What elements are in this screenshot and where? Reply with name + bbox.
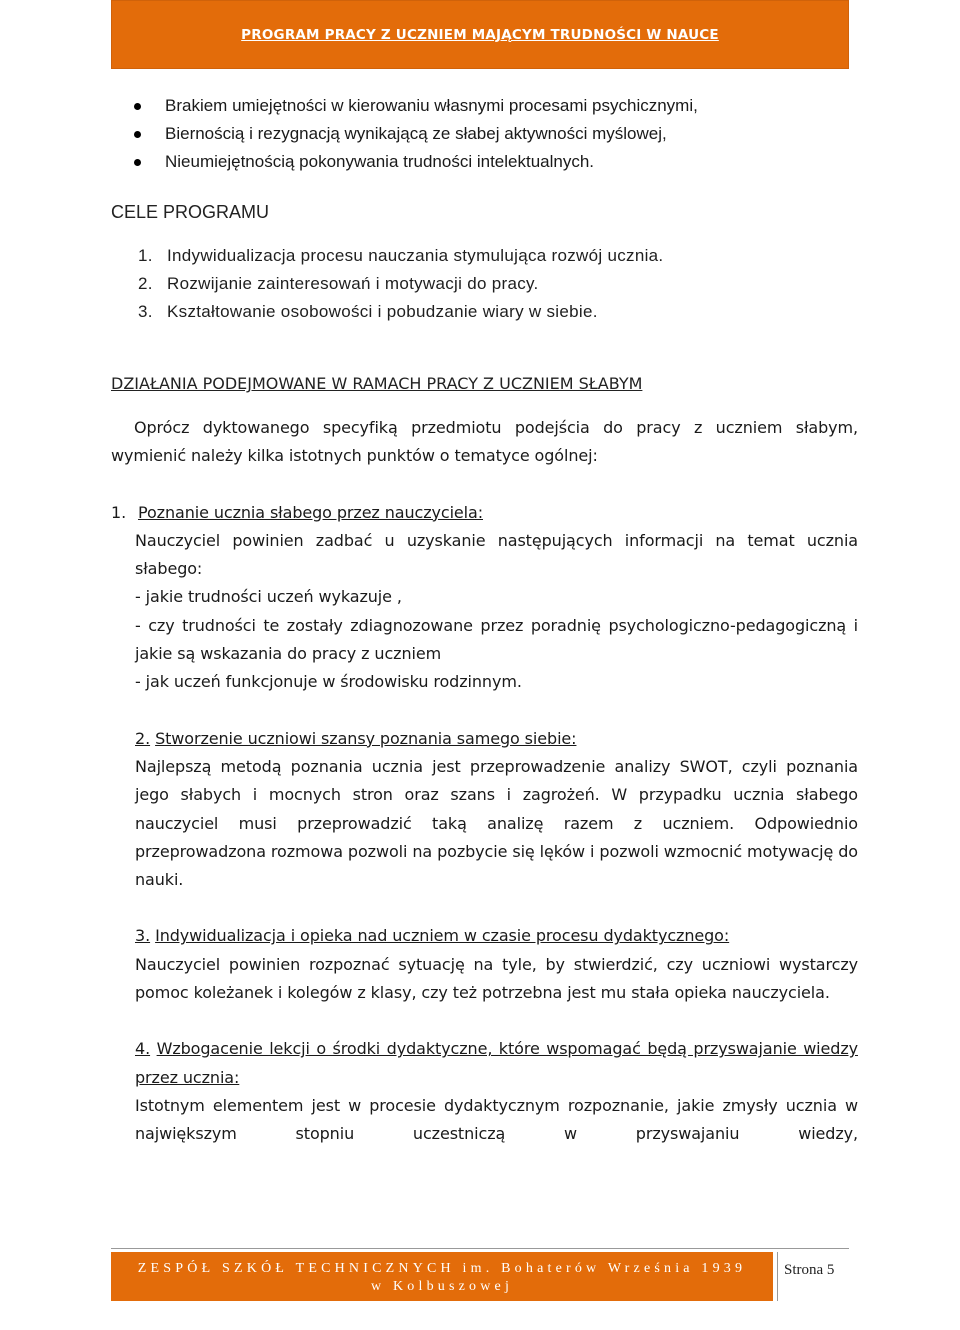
point-title: Stworzenie uczniowi szansy poznania samego siebie: xyxy=(155,728,577,748)
list-item: Biernością i rezygnacją wynikającą ze słabej aktywności myślowej, xyxy=(111,120,858,148)
list-item xyxy=(111,298,858,326)
point-number: 1. xyxy=(111,502,127,522)
footer-separator xyxy=(777,1252,778,1301)
point-text: - jak uczeń funkcjonuje w środowisku rodzinnym. xyxy=(135,672,522,692)
page-header xyxy=(111,0,849,69)
point-title: Indywidualizacja i opieka nad uczniem w czasie procesu dydaktycznego: xyxy=(155,926,730,946)
goal-number: 2. xyxy=(138,274,153,293)
footer-school-name xyxy=(111,1252,773,1301)
point-number: 2. xyxy=(135,728,151,748)
point-number: 4. xyxy=(135,1039,151,1059)
actions-intro: Oprócz dyktowanego specyfiką przedmiotu podejścia do pracy z uczniem słabym, wymienić należy kilka istotnych punktów o tematyce ogólnej: xyxy=(111,418,858,466)
list-item: Nieumiejętnością pokonywania trudności intelektualnych. xyxy=(111,148,858,176)
point-text: - czy trudności te zostały zdiagnozowane przez poradnię psychologiczno-pedagogiczną i jakie są wskazania do pracy z uczniem xyxy=(135,615,858,664)
point-2 xyxy=(111,725,858,895)
point-text: Istotnym elementem jest w procesie dydaktycznym rozpoznanie, jakie zmysły ucznia w największym stopniu uczestniczą w przyswajaniu wiedzy, xyxy=(135,1095,858,1144)
header-title: PROGRAM PRACY Z UCZNIEM MAJĄCYM TRUDNOŚCI W NAUCE xyxy=(241,26,719,43)
point-title: Wzbogacenie lekcji o środki dydaktyczne, które wspomagać będą przyswajanie wiedzy przez ucznia: xyxy=(135,1039,858,1087)
goals-list xyxy=(111,242,858,326)
point-4 xyxy=(111,1035,858,1148)
list-item: Brakiem umiejętności w kierowaniu własnymi procesami psychicznymi, xyxy=(111,92,858,120)
point-text: Nauczyciel powinien zadbać u uzyskanie następujących informacji na temat ucznia słabego: xyxy=(135,530,858,579)
point-text: Najlepszą metodą poznania ucznia jest przeprowadzenie analizy SWOT, czyli poznania jego słabych i mocnych stron oraz szans i zagrożeń. W przypadku ucznia słabego nauczyciel musi przeprowadzić taką analizę razem z uczniem. Odpowiednio przeprowadzona rozmowa pozwoli na pozbycie się lęków i pozwoli wzmocnić motywację do nauki. xyxy=(135,756,858,890)
point-number: 3. xyxy=(135,926,151,946)
document-body xyxy=(111,92,858,1149)
footer-school-line: ZESPÓŁ SZKÓŁ TECHNICZNYCH im. Bohaterów Września 1939 xyxy=(137,1261,747,1276)
bullet-list xyxy=(111,92,858,176)
point-1 xyxy=(111,499,858,697)
footer-school-line: w Kolbuszowej xyxy=(370,1279,514,1294)
page-number: Strona 5 xyxy=(784,1262,835,1278)
goal-number: 3. xyxy=(138,302,153,321)
actions-heading: DZIAŁANIA PODEJMOWANE W RAMACH PRACY Z UCZNIEM SŁABYM xyxy=(111,374,643,393)
point-title: Poznanie ucznia słabego przez nauczyciela: xyxy=(138,502,483,522)
goal-text: Rozwijanie zainteresowań i motywacji do pracy. xyxy=(167,274,539,293)
goal-number: 1. xyxy=(138,246,153,265)
goals-heading: CELE PROGRAMU xyxy=(111,202,270,222)
point-text: Nauczyciel powinien rozpoznać sytuację na tyle, by stwierdzić, czy uczniowi wystarczy pomoc koleżanek i kolegów z klasy, czy też potrzebna jest mu stała opieka nauczyciela. xyxy=(135,954,858,1003)
goal-text: Indywidualizacja procesu nauczania stymulująca rozwój ucznia. xyxy=(167,246,664,265)
list-item xyxy=(111,270,858,298)
point-text: - jakie trudności uczeń wykazuje , xyxy=(135,587,402,607)
page-footer xyxy=(111,1252,849,1302)
list-item xyxy=(111,242,858,270)
point-3 xyxy=(111,922,858,1007)
goal-text: Kształtowanie osobowości i pobudzanie wiary w siebie. xyxy=(167,302,598,321)
